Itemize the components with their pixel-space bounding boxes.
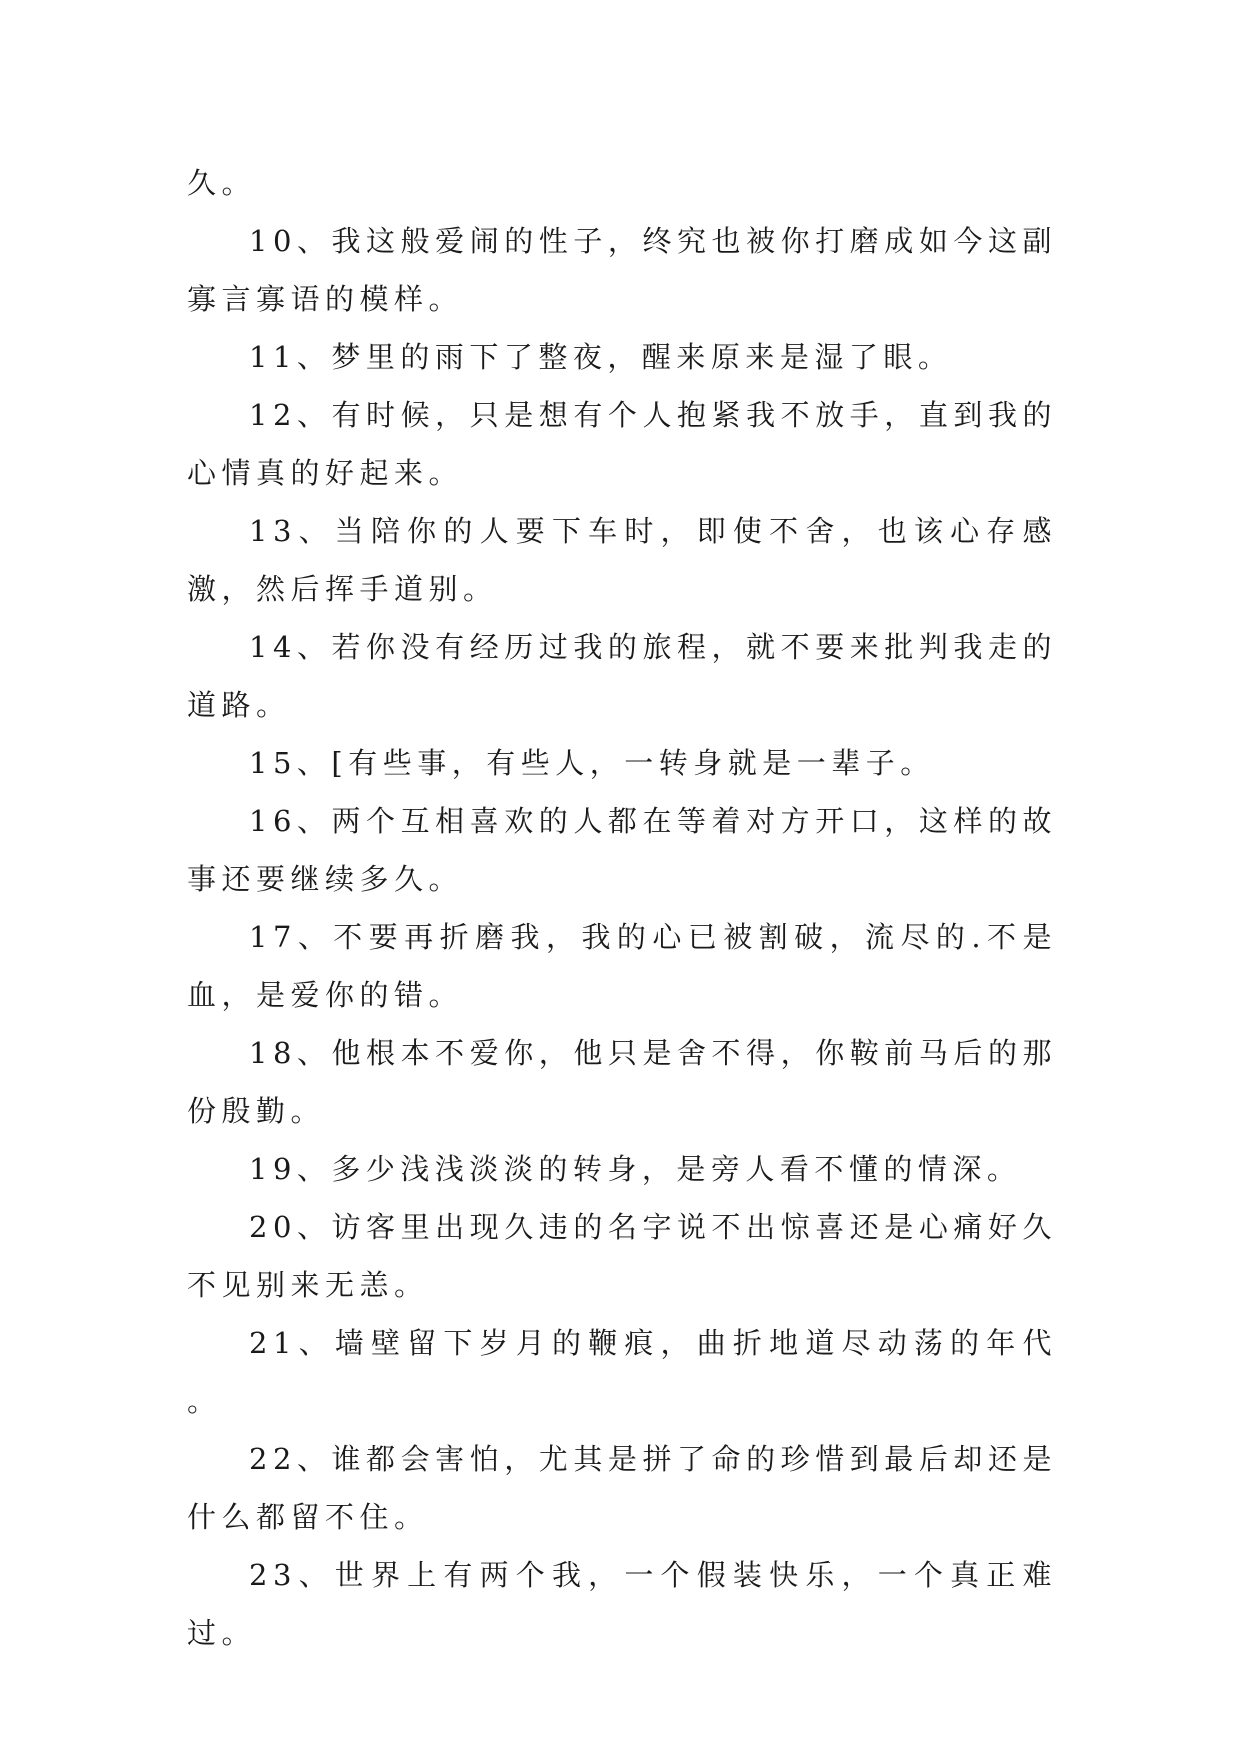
paragraph-continuation: 久。 [187, 166, 257, 200]
paragraph-item-22: 22、谁都会害怕，尤其是拼了命的珍惜到最后却还是什么都留不住。 [187, 1442, 1057, 1534]
paragraph-item-17: 17、不要再折磨我，我的心已被割破，流尽的.不是血，是爱你的错。 [187, 920, 1057, 1012]
paragraph-item-11: 11、梦里的雨下了整夜，醒来原来是湿了眼。 [249, 340, 953, 374]
paragraph-item-14: 14、若你没有经历过我的旅程，就不要来批判我走的道路。 [187, 630, 1057, 722]
paragraph-item-15: 15、[有些事，有些人，一转身就是一辈子。 [249, 746, 935, 780]
paragraph-item-23: 23、世界上有两个我，一个假装快乐，一个真正难过。 [187, 1558, 1057, 1650]
paragraph-item-10: 10、我这般爱闹的性子，终究也被你打磨成如今这副寡言寡语的模样。 [187, 224, 1057, 316]
paragraph-item-16: 16、两个互相喜欢的人都在等着对方开口，这样的故事还要继续多久。 [187, 804, 1057, 896]
paragraph-item-19: 19、多少浅浅淡淡的转身，是旁人看不懂的情深。 [249, 1152, 1022, 1186]
paragraph-item-18: 18、他根本不爱你，他只是舍不得，你鞍前马后的那份殷勤。 [187, 1036, 1057, 1128]
paragraph-item-21: 21、墙壁留下岁月的鞭痕，曲折地道尽动荡的年代 。 [187, 1326, 1057, 1418]
paragraph-item-20: 20、访客里出现久违的名字说不出惊喜还是心痛好久不见别来无恙。 [187, 1210, 1057, 1302]
document-page [187, 154, 1057, 1662]
paragraph-item-13: 13、当陪你的人要下车时，即使不舍，也该心存感激，然后挥手道别。 [187, 514, 1057, 606]
paragraph-item-12: 12、有时候，只是想有个人抱紧我不放手，直到我的心情真的好起来。 [187, 398, 1057, 490]
